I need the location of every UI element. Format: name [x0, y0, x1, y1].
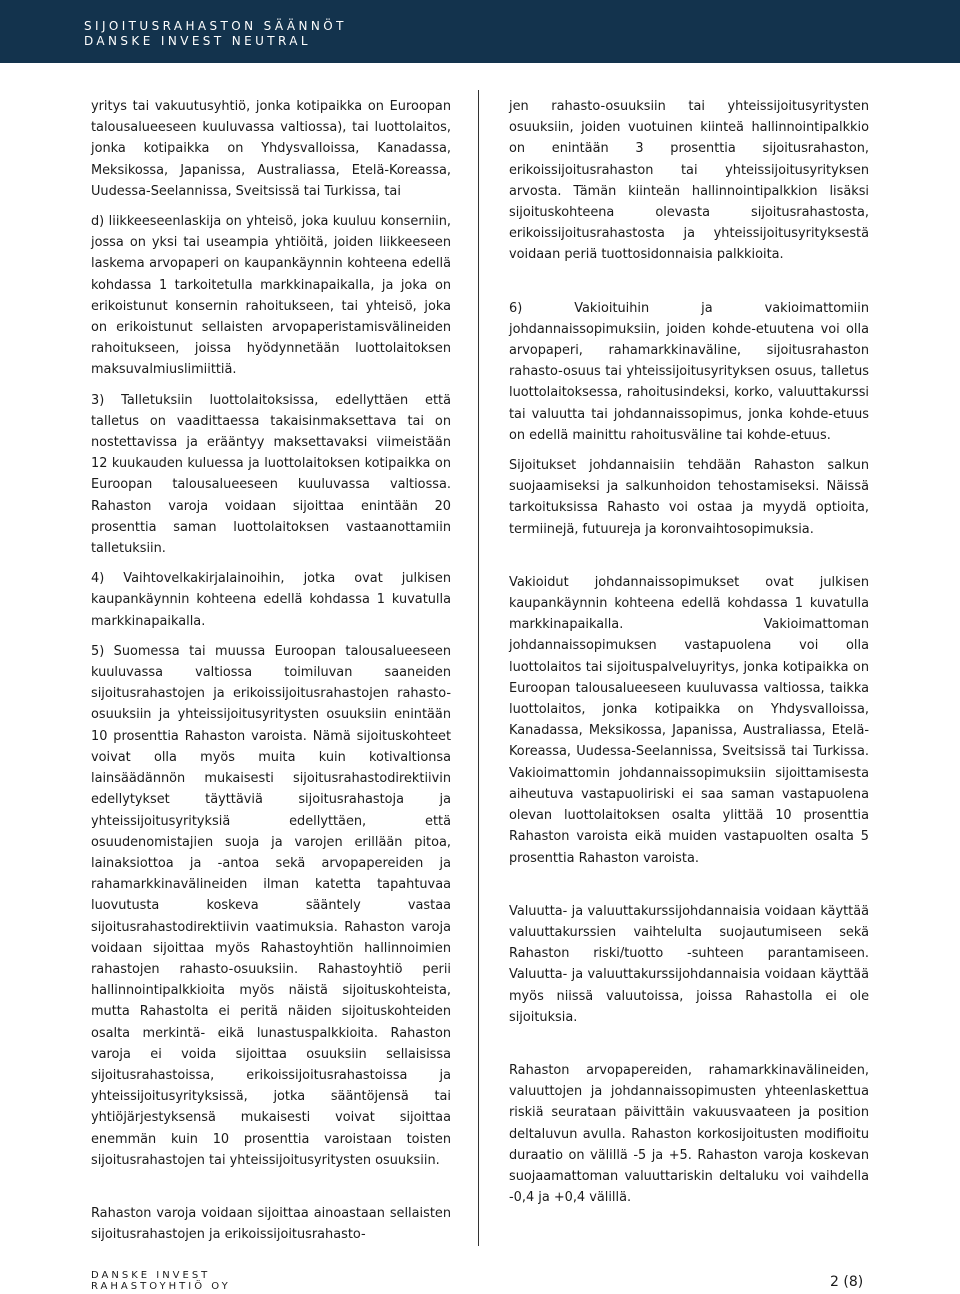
fund-name: DANSKE INVEST NEUTRAL	[84, 34, 311, 48]
paragraph: 3) Talletuksiin luottolaitoksissa, edellyttäen että talletus on vaadittaessa takaisinmaksettava tai on nostettavissa ja erääntyy maksettavaksi viimeistään 12 kuukauden kuluessa ja luottolaitoksen kotipaikka on Euroopan talousalueeseen kuuluvassa valtiossa. Rahaston varoja voidaan sijoittaa enintään 20 prosenttia saman luottolaitoksen vastaanottamiin talletuksiin.	[91, 392, 451, 557]
right-column	[509, 96, 869, 1208]
paragraph: jen rahasto-osuuksiin tai yhteissijoitusyritysten osuuksiin, joiden vuotuinen kiinteä hallinnointipalkkio on enintään 3 prosenttia sijoitusrahaston, erikoissijoitusrahaston tai yhteissijoitusyrityksen arvosta. Tämän kiinteän hallinnointipalkkion lisäksi sijoituskohteena olevasta sijoitusrahastosta, erikoissijoitusrahastosta ja yhteissijoitusyrityksestä voidaan periä tuottosidonnaisia palkkioita.	[509, 99, 869, 263]
document-title: SIJOITUSRAHASTON SÄÄNNÖT	[84, 19, 347, 33]
footer-company-line2: RAHASTOYHTIÖ OY	[91, 1281, 231, 1292]
left-column	[91, 96, 451, 1245]
footer-company-line1: DANSKE INVEST	[91, 1270, 211, 1281]
header-band	[0, 0, 960, 63]
paragraph: Sijoitukset johdannaisiin tehdään Rahaston salkun suojaamiseksi ja salkunhoidon tehostamiseksi. Näissä tarkoituksissa Rahasto voi ostaa ja myydä optioita, termiinejä, futuureja ja koronvaihtosopimuksia.	[509, 458, 869, 537]
paragraph: Rahaston arvopapereiden, rahamarkkinavälineiden, valuuttojen ja johdannaissopimusten yhteenlaskettua riskiä seurataan päivittäin vakuusvaateen ja position deltaluvun avulla. Rahaston korkosijoitusten modifioitu duraatio on välillä -5 ja +5. Rahaston varoja koskevan suojaamattoman valuuttariskin deltaluku voi vaihdella -0,4 ja +0,4 välillä.	[509, 1062, 869, 1206]
column-divider	[478, 90, 479, 1246]
paragraph: Valuutta- ja valuuttakurssijohdannaisia voidaan käyttää valuuttakurssien vaihtelulta suojautumiseen sekä Rahaston riski/tuotto -suhteen parantamiseen. Valuutta- ja valuuttakurssijohdannaisia voidaan käyttää myös niissä valuutoissa, joissa Rahastolla ei ole sijoituksia.	[509, 903, 869, 1025]
paragraph: yritys tai vakuutusyhtiö, jonka kotipaikka on Euroopan talousalueeseen kuuluvassa valtiossa), tai luottolaitos, jonka kotipaikka on Yhdysvalloissa, Kanadassa, Meksikossa, Japanissa, Australiassa, Etelä-Koreassa, Uudessa-Seelannissa, Sveitsissä tai Turkissa, tai	[91, 99, 451, 199]
footer-company	[91, 1270, 231, 1292]
paragraph: 5) Suomessa tai muussa Euroopan talousalueeseen kuuluvassa valtiossa toimiluvan saaneiden sijoitusrahastojen ja erikoissijoitusrahastojen rahasto-osuuksiin ja yhteissijoitusyritysten osuuksiin enintään 10 prosenttia Rahaston varoista. Nämä sijoituskohteet voivat olla myös muita kuin kotivaltionsa lainsäädännön mukaisesti sijoitusrahastodirektiivin edellytykset täyttäviä sijoitusrahastoja ja yhteissijoitusyrityksiä edellyttäen, että osuudenomistajien suoja ja varojen erillään pitoa, lainaksiottoa ja -antoa sekä arvopapereiden ja rahamarkkinavälineiden ilman katetta tapahtuvaa luovutusta koskeva sääntely vastaa sijoitusrahastodirektiivin vaatimuksia. Rahaston varoja voidaan sijoittaa myös Rahastoyhtiön hallinnoimien rahastojen rahasto-osuuksiin. Rahastoyhtiö perii hallinnointipalkkioita myös näistä sijoituskohteista, mutta Rahastolta ei peritä näiden sijoituskohteiden osalta merkintä- eikä lunastuspalkkioita. Rahaston varoja ei voida sijoittaa osuuksiin sellaisissa sijoitusrahastoissa, erikoissijoitusrahastoissa ja yhteissijoitusyrityksissä, jotka sääntöjensä tai yhtiöjärjestyksensä mukaisesti voivat sijoittaa enemmän kuin 10 prosenttia varoistaan toisten sijoitusrahastojen tai yhteissijoitusyritysten osuuksiin.	[91, 643, 451, 1168]
paragraph: 6) Vakioituihin ja vakioimattomiin johdannaissopimuksiin, joiden kohde-etuutena voi olla arvopaperi, rahamarkkinaväline, sijoitusrahaston rahasto-osuus tai yhteissijoitusyrityksen osuus, talletus luottolaitoksessa, rahoitusindeksi, korko, valuuttakurssi tai valuutta tai johdannaissopimus, jonka kohde-etuus on edellä mainittu rahoitusväline tai kohde-etuus.	[509, 300, 869, 443]
page-number: 2 (8)	[830, 1274, 864, 1290]
paragraph: d) liikkeeseenlaskija on yhteisö, joka kuuluu konserniin, jossa on yksi tai useampia yhtiöitä, joiden liikkeeseen laskema arvopaperi on kaupankäynnin kohteena edellä kohdassa 1 tarkoitetulla markkinapaikalla, ja joka on erikoistunut konsernin rahoitukseen, tai yhteisö, joka on erikoistunut sellaisten arvopaperistamisvälineiden rahoitukseen, joissa hyödynnetään luottolaitoksen maksuvalmiuslimiittiä.	[91, 214, 451, 378]
paragraph: Rahaston varoja voidaan sijoittaa ainoastaan sellaisten sijoitusrahastojen ja erikoissijoitusrahasto-	[91, 1205, 451, 1243]
paragraph: Vakioidut johdannaissopimukset ovat julkisen kaupankäynnin kohteena edellä kohdassa 1 kuvatulla markkinapaikalla. Vakioimattoman johdannaissopimuksen vastapuolena voi olla luottolaitos tai sijoituspalveluyritys, jonka kotipaikka on Euroopan talousalueeseen kuuluvassa valtiossa, taikka luottolaitos, jonka kotipaikka on Yhdysvalloissa, Kanadassa, Meksikossa, Japanissa, Australiassa, Etelä-Koreassa, Uudessa-Seelannissa, Sveitsissä tai Turkissa. Vakioimattomin johdannaissopimuksiin sijoittamisesta aiheutuva vastapuoliriski ei saa saman vastapuolena olevan luottolaitoksen osalta ylittää 10 prosenttia Rahaston varoista eikä muiden vastapuolten osalta 5 prosenttia Rahaston varoista.	[509, 574, 869, 866]
paragraph: 4) Vaihtovelkakirjalainoihin, jotka ovat julkisen kaupankäynnin kohteena edellä kohdassa 1 kuvatulla markkinapaikalla.	[91, 571, 451, 629]
